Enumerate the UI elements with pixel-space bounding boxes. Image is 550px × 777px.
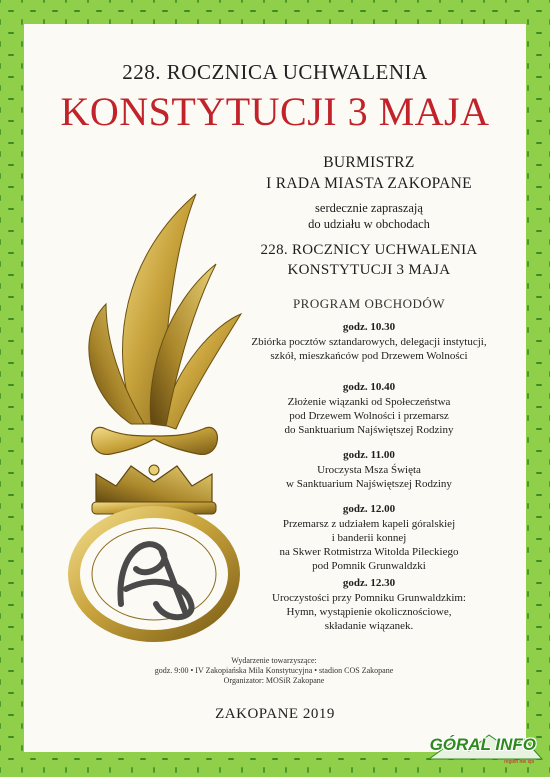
invite-line: serdecznie zapraszają — [315, 201, 423, 215]
accompanying-event: godz. 9:00 • IV Zakopiańska Mila Konstytucyjna • stadion COS Zakopane — [154, 666, 394, 675]
program-event — [224, 576, 514, 633]
anniversary-line: 228. ROCZNICY UCHWALENIA — [260, 242, 478, 258]
event-line: Hymn, wystąpienie okolicznościowe, — [286, 606, 452, 618]
event-line: pod Pomnik Grunwaldzki — [312, 560, 426, 572]
golden-emblem-illustration — [66, 174, 246, 644]
bow-icon — [92, 427, 218, 454]
event-line: Złożenie wiązanki od Społeczeństwa — [287, 396, 451, 408]
event-line: Przemarsz z udziałem kapeli góralskiej — [282, 518, 456, 530]
program-event — [224, 380, 514, 437]
host-block — [224, 152, 514, 194]
poster-title: KONSTYTUCJI 3 MAJA — [60, 89, 490, 134]
event-line: do Sanktuarium Najświętszej Rodziny — [284, 424, 454, 436]
event-line: Zbiórka pocztów sztandarowych, delegacji instytucji, — [251, 336, 487, 348]
anniversary-block — [224, 240, 514, 280]
event-line: Uroczysta Msza Święta — [317, 464, 421, 476]
anniversary-line: KONSTYTUCJI 3 MAJA — [287, 262, 451, 278]
poster-panel — [24, 24, 526, 752]
host-line: I RADA MIASTA ZAKOPANE — [266, 175, 472, 192]
host-line: BURMISTRZ — [323, 154, 415, 171]
program-event — [224, 502, 514, 573]
program-event — [224, 448, 514, 491]
organizer-line: Organizator: MOSiR Zakopane — [223, 676, 325, 685]
city-year: ZAKOPANE 2019 — [215, 706, 335, 722]
event-line: szkół, mieszkańców pod Drzewem Wolności — [270, 350, 468, 362]
event-time: godz. 10.30 — [342, 321, 396, 333]
invite-block — [224, 200, 514, 232]
program-event — [224, 320, 514, 363]
event-line: składanie wiązanek. — [324, 620, 414, 632]
poster-subtitle: 228. ROCZNICA UCHWALENIA — [122, 60, 428, 84]
event-time: godz. 11.00 — [343, 449, 395, 461]
event-time: godz. 12.00 — [342, 503, 396, 515]
event-time: godz. 12.30 — [342, 577, 396, 589]
accompanying-event-block — [84, 656, 464, 686]
invite-line: do udziału w obchodach — [308, 217, 430, 231]
event-line: i banderii konnej — [331, 532, 407, 544]
event-line: na Skwer Rotmistrza Witolda Pileckiego — [279, 546, 459, 558]
program-title: PROGRAM OBCHODÓW — [292, 296, 446, 311]
goral-info-tagline: region nie śpi — [504, 759, 534, 765]
event-line: w Sanktuarium Najświętszej Rodziny — [286, 478, 452, 490]
event-line: pod Drzewem Wolności i przemarsz — [289, 410, 449, 422]
accompanying-label: Wydarzenie towarzyszące: — [231, 656, 317, 665]
goral-info-logo: GÓRAL INFO — [429, 735, 536, 754]
event-line: Uroczystości przy Pomniku Grunwaldzkim: — [272, 592, 466, 604]
event-time: godz. 10.40 — [342, 381, 396, 393]
